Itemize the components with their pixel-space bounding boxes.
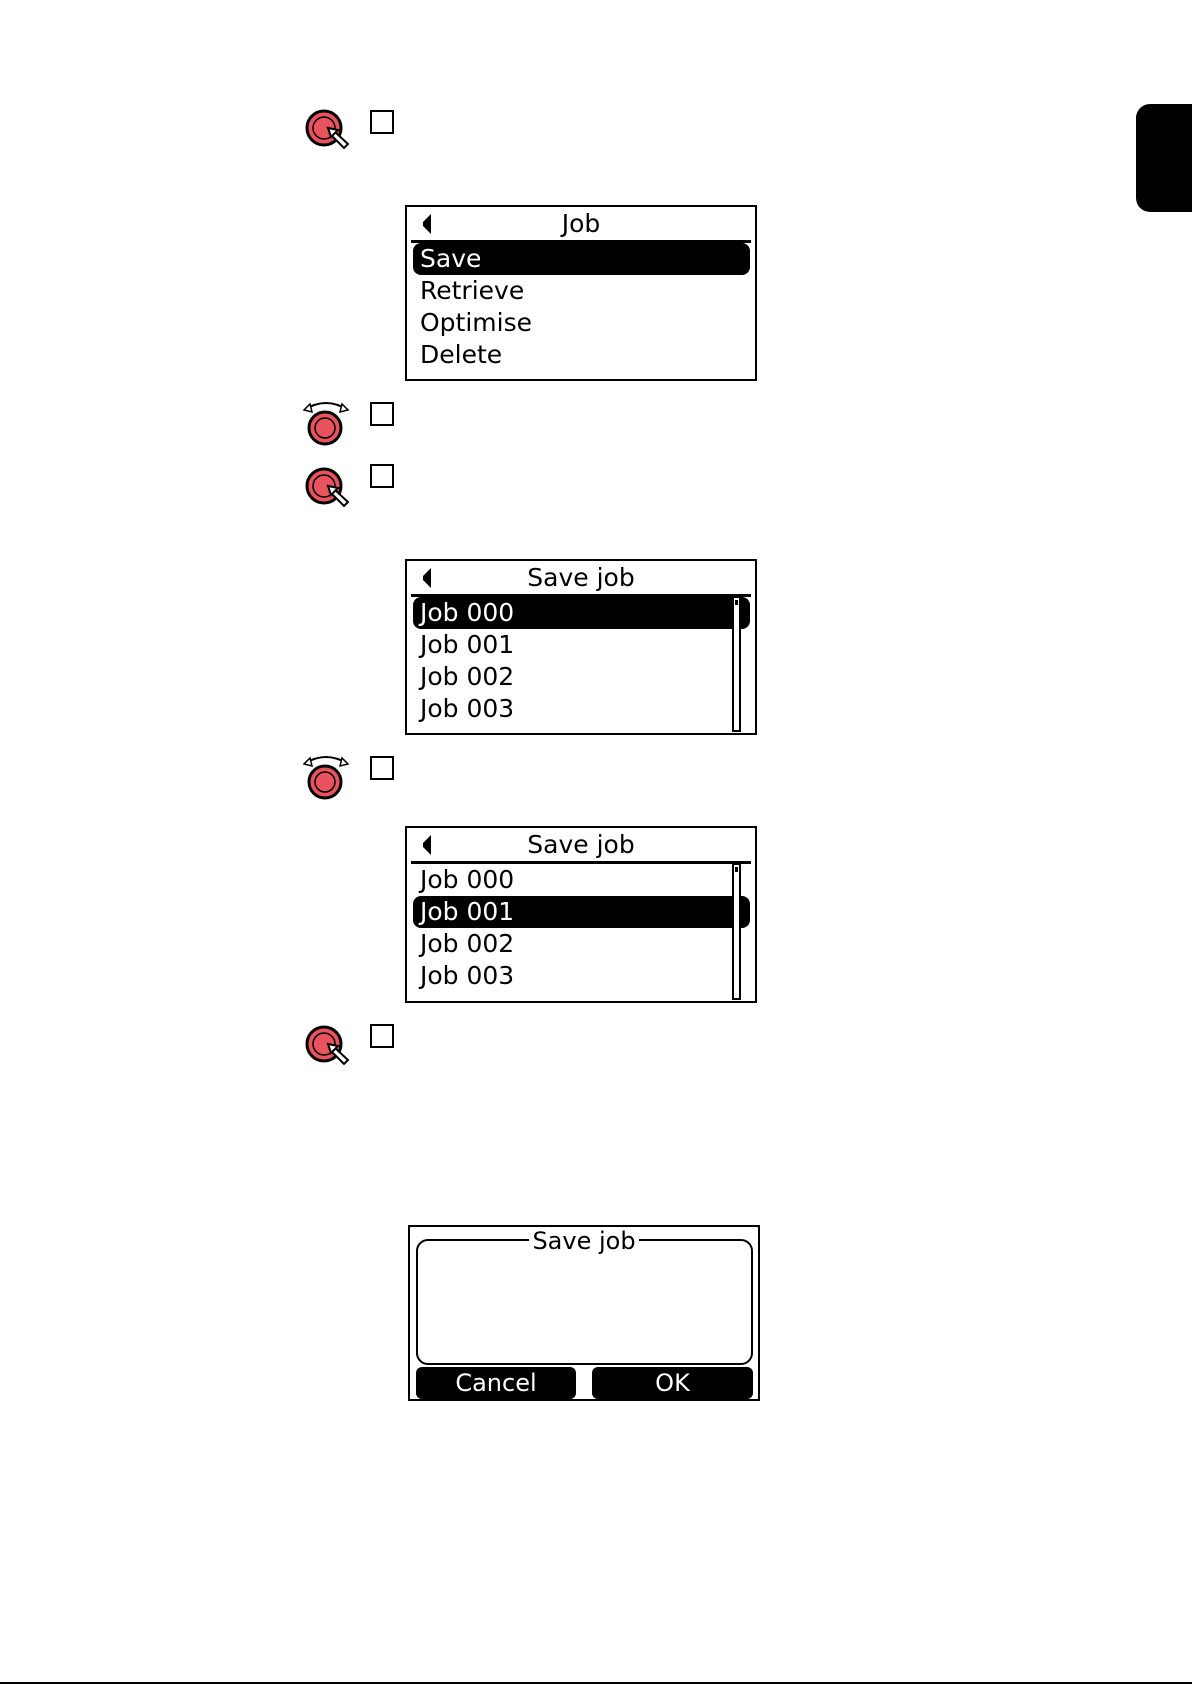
knob-press-icon [304,104,352,152]
scrollbar-thumb[interactable] [735,600,738,605]
lcd-header [411,207,751,243]
chapter-tab [1136,104,1192,212]
job-item-001[interactable]: Job 001 [420,630,515,659]
lcd-header [411,828,751,864]
scrollbar-thumb[interactable] [735,867,738,872]
job-item-003[interactable]: Job 003 [420,961,515,990]
lcd-screen-save-job [405,559,757,735]
knob-press-icon [304,1020,352,1068]
job-item-000[interactable]: Job 000 [420,865,515,894]
menu-item-save[interactable]: Save [413,243,750,275]
step-checkbox[interactable] [370,464,394,488]
job-item-001[interactable]: Job 001 [413,896,750,928]
menu-item-delete[interactable]: Delete [420,340,503,369]
step-checkbox[interactable] [370,110,394,134]
lcd-header [411,561,751,597]
job-item-002[interactable]: Job 002 [420,662,515,691]
lcd-screen-save-dialog [408,1225,760,1401]
dialog-title-text: Save job [529,1227,638,1255]
job-item-003[interactable]: Job 003 [420,694,515,723]
dialog-frame [416,1239,753,1365]
scrollbar[interactable] [732,863,741,1000]
step-checkbox[interactable] [370,1024,394,1048]
footer-rule [0,1682,1192,1684]
menu-item-optimise[interactable]: Optimise [420,308,532,337]
lcd-screen-save-job-selected [405,826,757,1003]
scrollbar[interactable] [732,596,741,732]
cancel-button[interactable]: Cancel [416,1367,576,1399]
knob-turn-icon [300,752,352,800]
lcd-title: Job [561,209,601,238]
lcd-title: Save job [527,563,635,592]
lcd-screen-job-menu [405,205,757,381]
step-checkbox[interactable] [370,402,394,426]
knob-press-icon [304,462,352,510]
dialog-title [410,1227,758,1255]
lcd-title: Save job [527,830,635,859]
step-checkbox[interactable] [370,756,394,780]
job-item-000[interactable]: Job 000 [413,597,750,629]
knob-turn-icon [300,398,352,446]
job-item-002[interactable]: Job 002 [420,929,515,958]
menu-item-retrieve[interactable]: Retrieve [420,276,525,305]
ok-button[interactable]: OK [592,1367,753,1399]
